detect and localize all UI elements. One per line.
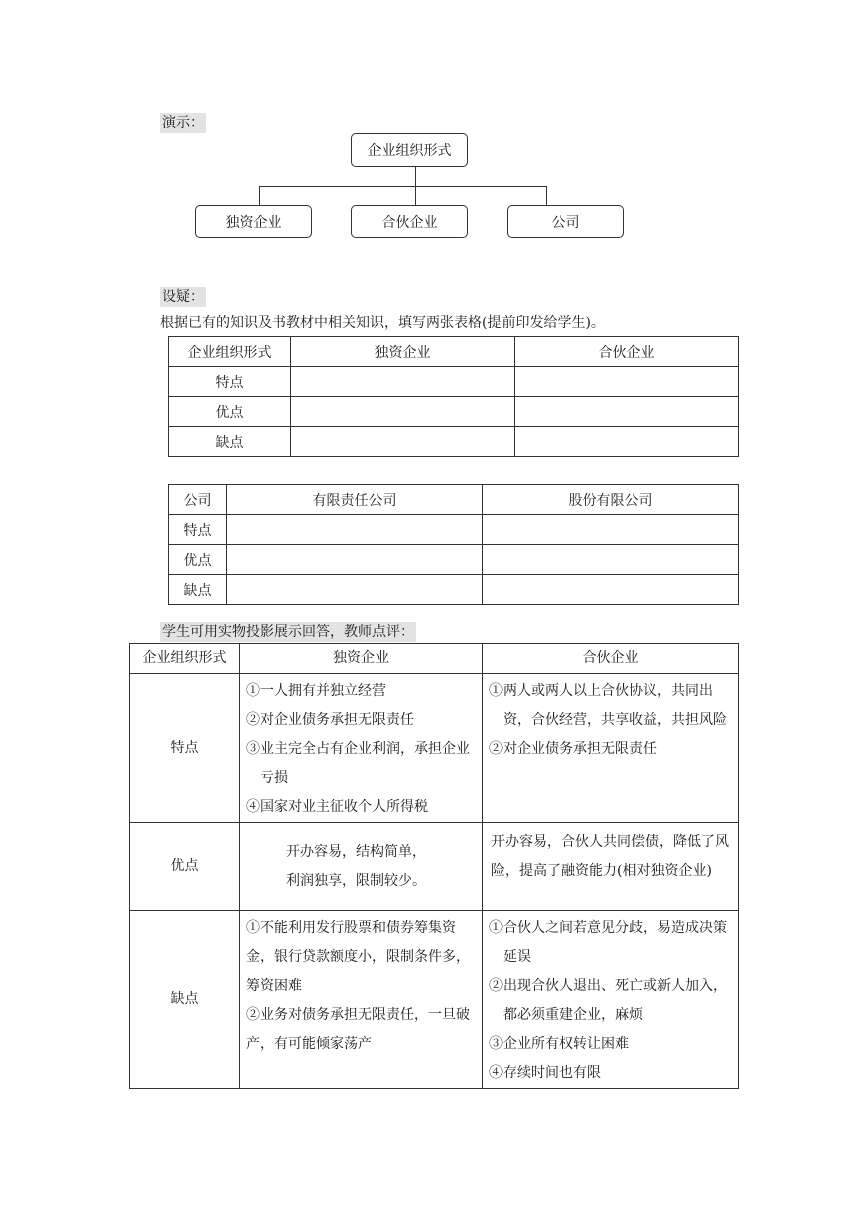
list-item: ②对企业债务承担无限责任 (489, 741, 657, 757)
table-header: 独资企业 (240, 644, 483, 674)
list-item: ④国家对业主征收个人所得税 (246, 799, 428, 815)
blank-cell (227, 515, 483, 545)
org-chart-node-partnership: 合伙企业 (351, 205, 468, 238)
list-item: ②出现合伙人退出、死亡或新人加入，都必须重建企业，麻烦 (489, 978, 727, 1023)
sole-advantages-cell (240, 823, 483, 911)
sole-disadvantages-cell (240, 911, 483, 1089)
org-chart-connector (259, 186, 260, 205)
table-header: 企业组织形式 (130, 644, 240, 674)
blank-table-company (168, 484, 739, 605)
partner-disadvantages-cell (483, 911, 739, 1089)
table-header: 合伙企业 (515, 337, 739, 367)
org-chart-node-company: 公司 (507, 205, 624, 238)
list-item: ③业主完全占有企业利润，承担企业亏损 (246, 741, 470, 786)
org-chart-node-sole: 独资企业 (195, 205, 312, 238)
blank-cell (483, 575, 739, 605)
blank-cell (291, 397, 515, 427)
list-item: ①不能利用发行股票和债券筹集资金，银行贷款额度小，限制条件多，筹资困难 (246, 920, 470, 994)
blank-cell (483, 515, 739, 545)
blank-table-sole-partner (168, 336, 739, 457)
demo-label: 演示： (162, 115, 204, 131)
table-header: 公司 (169, 485, 227, 515)
text-line: 开办容易，结构简单， (286, 843, 426, 860)
org-chart-connector (259, 186, 547, 187)
list-item: ①两人或两人以上合伙协议，共同出资，合伙经营，共享收益，共担风险 (489, 683, 727, 728)
answer-table (129, 643, 739, 1089)
blank-cell (515, 367, 739, 397)
row-label: 缺点 (169, 575, 227, 605)
row-label: 优点 (169, 545, 227, 575)
row-label-disadvantages: 缺点 (130, 911, 240, 1089)
partner-features-cell (483, 674, 739, 823)
list-item: ②对企业债务承担无限责任 (246, 712, 414, 728)
blank-cell (227, 545, 483, 575)
list-item: ②业务对债务承担无限责任，一旦破产，有可能倾家荡产 (246, 1007, 470, 1052)
org-chart-connector (546, 186, 547, 205)
sole-features-cell (240, 674, 483, 823)
question-label: 设疑： (162, 289, 204, 305)
list-item: ③企业所有权转让困难 (489, 1036, 629, 1052)
org-chart-connector (415, 186, 416, 205)
answer-label: 学生可用实物投影展示回答，教师点评： (162, 624, 414, 640)
text-line: 利润独享，限制较少。 (286, 872, 426, 889)
blank-cell (515, 397, 739, 427)
table-header: 企业组织形式 (169, 337, 291, 367)
blank-cell (291, 427, 515, 457)
list-item: ④存续时间也有限 (489, 1065, 601, 1081)
org-chart-connector (415, 167, 416, 186)
blank-cell (515, 427, 739, 457)
table-header: 合伙企业 (483, 644, 739, 674)
list-item: ①一人拥有并独立经营 (246, 683, 386, 699)
row-label: 优点 (169, 397, 291, 427)
partner-advantages-cell: 开办容易，合伙人共同偿债，降低了风险，提高了融资能力(相对独资企业) (483, 823, 739, 911)
row-label: 特点 (169, 515, 227, 545)
row-label-advantages: 优点 (130, 823, 240, 911)
table-header: 有限责任公司 (227, 485, 483, 515)
blank-cell (483, 545, 739, 575)
row-label: 特点 (169, 367, 291, 397)
instruction-text: 根据已有的知识及书教材中相关知识，填写两张表格(提前印发给学生)。 (160, 315, 605, 331)
row-label-features: 特点 (130, 674, 240, 823)
blank-cell (227, 575, 483, 605)
table-header: 股份有限公司 (483, 485, 739, 515)
blank-cell (291, 367, 515, 397)
table-header: 独资企业 (291, 337, 515, 367)
org-chart-root: 企业组织形式 (351, 133, 468, 167)
list-item: ①合伙人之间若意见分歧，易造成决策延误 (489, 920, 727, 965)
row-label: 缺点 (169, 427, 291, 457)
